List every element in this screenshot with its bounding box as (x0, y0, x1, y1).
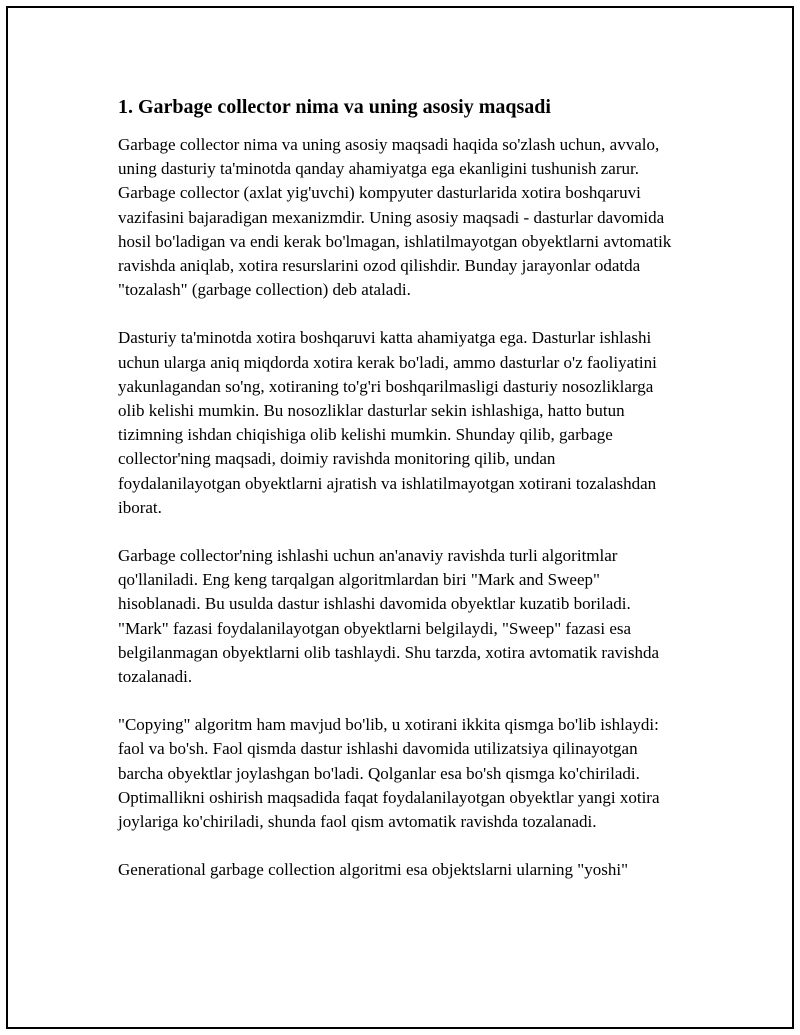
document-body (118, 94, 678, 906)
paragraph-4: "Copying" algoritm ham mavjud bo'lib, u xotirani ikkita qismga bo'lib ishlaydi: faol va bo'sh. Faol qismda dastur ishlashi davomida utilizatsiya qilinayotgan barcha obyektlar joylashgan bo'ladi. Qolganlar esa bo'sh qismga ko'chiriladi. Optimallikni oshirish maqsadida faqat foydalanilayotgan obyektlar yangi xotira joylariga ko'chiriladi, shunda faol qism avtomatik ravishda tozalanadi. (118, 715, 660, 832)
paragraph-2: Dasturiy ta'minotda xotira boshqaruvi katta ahamiyatga ega. Dasturlar ishlashi uchun ularga aniq miqdorda xotira kerak bo'ladi, ammo dasturlar o'z faoliyatini yakunlagandan so'ng, xotiraning to'g'ri boshqarilmasligi dasturiy nosozliklarga olib kelishi mumkin. Bu nosozliklar dasturlar sekin ishlashiga, hatto butun tizimning ishdan chiqishiga olib kelishi mumkin. Shunday qilib, garbage collector'ning maqsadi, doimiy ravishda monitoring qilib, undan foydalanilayotgan obyektlarni ajratish va ishlatilmayotgan xotirani tozalashdan iborat. (118, 328, 657, 517)
section-heading: 1. Garbage collector nima va uning asosiy maqsadi (118, 96, 551, 118)
paragraph-3: Garbage collector'ning ishlashi uchun an'anaviy ravishda turli algoritmlar qo'llaniladi. Eng keng tarqalgan algoritmlardan biri "Mark and Sweep" hisoblanadi. Bu usulda dastur ishlashi davomida obyektlar kuzatib boriladi. "Mark" fazasi foydalanilayotgan obyektlarni belgilaydi, "Sweep" fazasi esa belgilanmagan obyektlarni olib tashlaydi. Shu tarzda, xotira avtomatik ravishda tozalanadi. (118, 546, 660, 687)
paragraph-1: Garbage collector nima va uning asosiy maqsadi haqida so'zlash uchun, avvalo, uning dasturiy ta'minotda qanday ahamiyatga ega ekanligini tushunish zarur. Garbage collector (axlat yig'uvchi) kompyuter dasturlarida xotira boshqaruvi vazifasini bajaradigan mexanizmdir. Uning asosiy maqsadi - dasturlar davomida hosil bo'ladigan va endi kerak bo'lmagan, ishlatilmayotgan obyektlarni avtomatik ravishda aniqlab, xotira resurslarini ozod qilishdir. Bunday jarayonlar odatda "tozalash" (garbage collection) deb ataladi. (118, 135, 672, 300)
paragraph-5: Generational garbage collection algoritmi esa objektslarni ularning "yoshi" (118, 860, 629, 880)
